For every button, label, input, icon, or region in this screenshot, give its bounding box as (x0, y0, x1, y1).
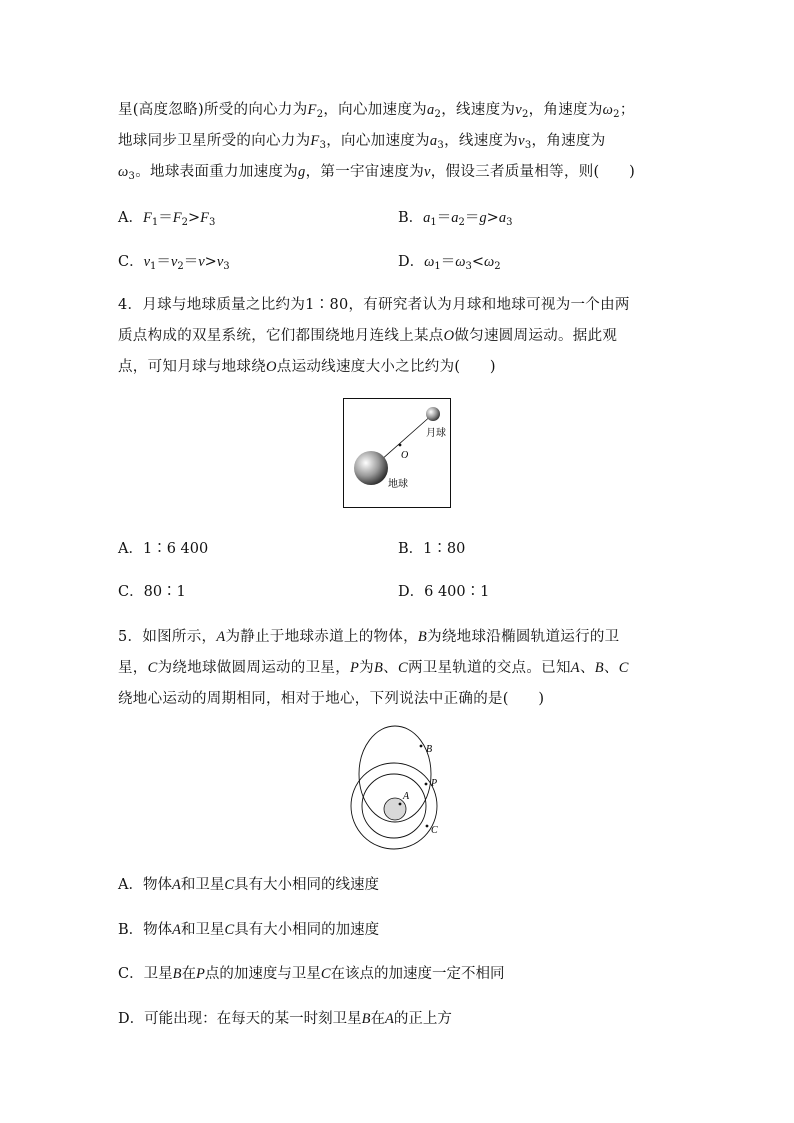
q3-line-2: 地球同步卫星所受的向心力为$F_3$，向心加速度为$a_3$，线速度为$v_3$，角速度为 (118, 133, 606, 151)
q5-line-2: 星，C为绕地球做圆周运动的卫星，P为B、C两卫星轨道的交点。已知A、B、C (118, 660, 629, 676)
q4-option-b[interactable]: B．1∶80 (398, 541, 466, 557)
point-b (420, 745, 423, 748)
q5-option-a[interactable]: A．物体A和卫星C具有大小相同的线速度 (118, 877, 380, 893)
q3-line-1: 星(高度忽略)所受的向心力为$F_2$，向心加速度为$a_2$，线速度为$v_2$，角速度为$\omega_2$； (118, 102, 635, 120)
q5-option-b[interactable]: B．物体A和卫星C具有大小相同的加速度 (118, 922, 380, 938)
q3-option-d[interactable]: D．$\omega_1=\omega_3<\omega_2$ (398, 254, 501, 272)
q4-option-a[interactable]: A．1∶6 400 (118, 541, 209, 557)
q3-option-a[interactable]: A．$F_1=F_2>F_3$ (118, 210, 216, 228)
label-c: C (431, 825, 438, 836)
q5-line-1: 5．如图所示，A为静止于地球赤道上的物体，B为绕地球沿椭圆轨道运行的卫 (118, 629, 620, 645)
moon-label: 月球 (426, 428, 446, 439)
orbit-figure (345, 725, 450, 855)
point-p (425, 783, 428, 786)
q3-option-c[interactable]: C．$v_1=v_2=v>v_3$ (118, 254, 230, 272)
point-a (399, 803, 402, 806)
label-b: B (426, 744, 433, 755)
earth-label: 地球 (388, 479, 408, 490)
earth-moon-figure (343, 398, 451, 508)
label-a: A (403, 791, 410, 802)
q4-line-2: 质点构成的双星系统，它们都围绕地月连线上某点O做匀速圆周运动。据此观 (118, 328, 618, 344)
q3-option-b[interactable]: B．$a_1=a_2=g>a_3$ (398, 210, 513, 228)
point-c (426, 825, 429, 828)
center-point-o (399, 444, 402, 447)
q4-option-d[interactable]: D．6 400∶1 (398, 584, 490, 600)
q5-option-d[interactable]: D．可能出现：在每天的某一时刻卫星B在A的正上方 (118, 1011, 452, 1027)
q4-line-1: 4．月球与地球质量之比约为1∶80，有研究者认为月球和地球可视为一个由两 (118, 297, 630, 313)
q5-line-3: 绕地心运动的周期相同，相对于地心，下列说法中正确的是( ) (118, 691, 545, 707)
point-o-label: O (401, 450, 409, 461)
q4-option-c[interactable]: C．80∶1 (118, 584, 186, 600)
earth-sphere (354, 451, 388, 485)
q4-line-3: 点，可知月球与地球绕O点运动线速度大小之比约为( ) (118, 359, 496, 375)
q5-option-c[interactable]: C．卫星B在P点的加速度与卫星C在该点的加速度一定不相同 (118, 966, 505, 982)
q3-line-3: $\omega_3$。地球表面重力加速度为g，第一宇宙速度为v，假设三者质量相等，则( ) (118, 164, 636, 182)
moon-sphere (426, 407, 440, 421)
label-p: P (431, 778, 438, 789)
